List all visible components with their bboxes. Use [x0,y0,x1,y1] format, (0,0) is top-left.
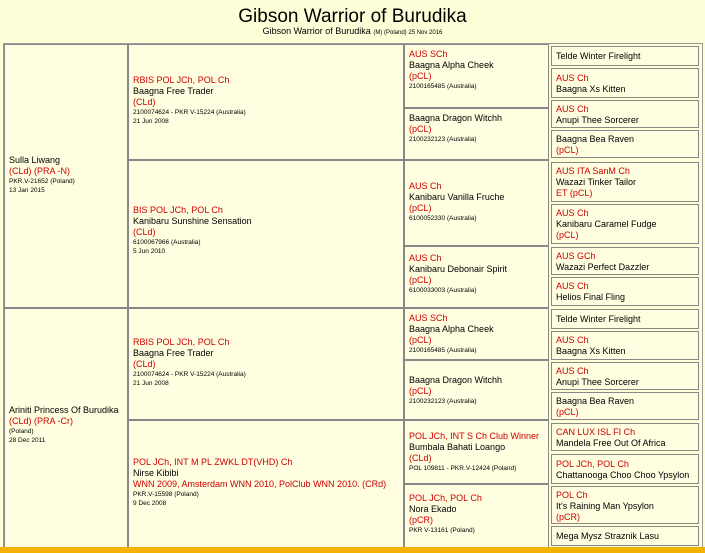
grandparent-reg: 2100074624 - PKR V-15224 (Australia) [133,371,246,378]
gg-grandparent-cell [551,423,699,451]
ggp-name: Bumbala Bahati Loango [409,442,506,452]
great-grandparent-cell [404,246,549,308]
grandparent-cell [128,308,404,420]
great-grandparent-cell [404,160,549,246]
gggp-color: ET (pCL) [556,188,593,198]
grandparent-date: 5 Jun 2010 [133,248,166,255]
gggp-titles: POL Ch [556,490,588,500]
ggp-name: Baagna Dragon Witchh [409,113,503,123]
grandparent-titles: BIS POL JCh, POL Ch [133,205,223,215]
parent-titles: (CLd) (PRA -N) [9,166,71,176]
gg-grandparent-cell [551,392,699,420]
ggp-color: (pCR) [409,515,433,525]
ggp-color: (CLd) [409,453,432,463]
ggp-titles: POL JCh, POL Ch [409,493,482,503]
gggp-titles: AUS Ch [556,208,589,218]
ggp-name: Baagna Alpha Cheek [409,324,494,334]
gggp-titles: AUS GCh [556,251,596,261]
ggp-titles: AUS Ch [409,181,442,191]
gggp-titles: AUS Ch [556,335,589,345]
grandparent-color: (CLd) [133,227,156,237]
ggp-reg: 2100232123 (Australia) [409,136,477,143]
pedigree-table [3,43,703,549]
gggp-name: Chattanooga Choo Choo Ypsylon [556,470,690,480]
gggp-name: Telde Winter Firelight [556,314,641,324]
gggp-name: Anupi Thee Sorcerer [556,115,639,125]
bottom-bar [0,547,705,553]
grandparent-date: 21 Jun 2008 [133,118,169,125]
ggp-reg: 2100165485 (Australia) [409,347,477,354]
grandparent-cell [128,420,404,548]
great-grandparent-cell [404,484,549,548]
gg-grandparent-cell [551,362,699,390]
ggp-name: Baagna Alpha Cheek [409,60,494,70]
gggp-name: Wazazi Perfect Dazzler [556,262,650,272]
gggp-titles: AUS Ch [556,366,589,376]
subtitle-name: Gibson Warrior of Burudika [262,26,371,36]
gg-grandparent-cell [551,277,699,306]
gggp-color: (pCL) [556,145,579,155]
ggp-name: Baagna Dragon Witchh [409,375,503,385]
subtitle-details: (M) (Poland) 25 Nov 2016 [373,30,443,36]
gggp-color: (pCL) [556,230,579,240]
great-grandparent-cell [404,44,549,108]
gggp-titles: AUS Ch [556,73,589,83]
gg-grandparent-cell [551,247,699,275]
gg-grandparent-cell [551,331,699,360]
gggp-name: Wazazi Tinker Tailor [556,177,637,187]
ggp-reg: POL 109811 - PKR.V-12424 (Poland) [409,465,517,472]
gggp-name: Mandela Free Out Of Africa [556,438,666,448]
grandparent-color: (CLd) [133,97,156,107]
gggp-color: (pCL) [556,407,579,417]
gggp-name: Baagna Xs Kitten [556,84,626,94]
gggp-name: Kanibaru Caramel Fudge [556,219,657,229]
parent-reg: (Poland) [9,428,34,435]
grandparent-color: (CLd) [133,359,156,369]
ggp-name: Nora Ekado [409,504,457,514]
parent-name: Ariniti Princess Of Burudika [9,405,119,415]
parent-reg: PKR.V-21652 (Poland) [9,178,75,185]
parent-sire-cell [4,44,128,308]
grandparent-reg: 2100074624 - PKR V-15224 (Australia) [133,109,246,116]
gg-grandparent-cell [551,486,699,524]
gg-grandparent-cell [551,162,699,202]
grandparent-cell [128,44,404,160]
grandparent-name: Baagna Free Trader [133,86,214,96]
gggp-name: It's Raining Man Ypsylon [556,501,654,511]
gg-grandparent-cell [551,454,699,484]
grandparent-date: 21 Jun 2008 [133,380,169,387]
gggp-name: Baagna Xs Kitten [556,346,626,356]
gg-grandparent-cell [551,100,699,128]
ggp-color: (pCL) [409,335,432,345]
parent-titles: (CLd) (PRA -Cr) [9,416,74,426]
gggp-titles: AUS Ch [556,104,589,114]
ggp-color: (pCL) [409,124,432,134]
grandparent-date: 9 Dec 2008 [133,500,167,507]
ggp-name: Kanibaru Debonair Spirit [409,264,508,274]
gggp-name: Telde Winter Firelight [556,51,641,61]
grandparent-name: Nirse Kibibi [133,468,179,478]
grandparent-name: Kanibaru Sunshine Sensation [133,216,252,226]
gggp-name: Helios Final Fling [556,292,626,302]
grandparent-reg: 6100067966 (Australia) [133,239,201,246]
great-grandparent-cell [404,360,549,420]
gggp-titles: AUS Ch [556,281,589,291]
parent-name: Sulla Liwang [9,155,61,165]
gggp-name: Baagna Bea Raven [556,396,635,406]
gg-grandparent-cell [551,130,699,158]
gggp-titles: CAN LUX ISL FI Ch [556,427,636,437]
grandparent-cell [128,160,404,308]
ggp-reg: PKR V-13161 (Poland) [409,527,475,534]
gg-grandparent-cell [551,526,699,546]
great-grandparent-cell [404,308,549,360]
grandparent-titles: RBIS POL JCh, POL Ch [133,75,230,85]
page-title: Gibson Warrior of Burudika [238,6,467,27]
ggp-name: Kanibaru Vanilla Fruche [409,192,505,202]
grandparent-color: WNN 2009, Amsterdam WNN 2010, PolClub WNN 2010. (CRd) [133,479,387,489]
gg-grandparent-cell [551,46,699,66]
gggp-name: Baagna Bea Raven [556,134,635,144]
gg-grandparent-cell [551,309,699,329]
parent-date: 13 Jan 2015 [9,187,45,194]
great-grandparent-cell [404,420,549,484]
ggp-titles: POL JCh, INT S Ch Club Winner [409,431,540,441]
gggp-name: Mega Mysz Straznik Lasu [556,531,660,541]
ggp-color: (pCL) [409,386,432,396]
grandparent-titles: POL JCh, INT M PL ZWKL DT(VHD) Ch [133,457,293,467]
parent-dam-cell [4,308,128,548]
gggp-color: (pCR) [556,512,580,522]
grandparent-name: Baagna Free Trader [133,348,214,358]
ggp-titles: AUS SCh [409,49,448,59]
ggp-color: (pCL) [409,203,432,213]
ggp-titles: AUS Ch [409,253,442,263]
gg-grandparent-cell [551,68,699,98]
ggp-color: (pCL) [409,275,432,285]
ggp-reg: 6100052330 (Australia) [409,215,477,222]
ggp-reg: 2100232123 (Australia) [409,398,477,405]
parent-date: 28 Dec 2011 [9,437,46,444]
ggp-reg: 2100165485 (Australia) [409,83,477,90]
great-grandparent-cell [404,108,549,160]
gg-grandparent-cell [551,204,699,244]
gggp-titles: AUS ITA SanM Ch [556,166,630,176]
gggp-name: Anupi Thee Sorcerer [556,377,639,387]
ggp-titles: AUS SCh [409,313,448,323]
grandparent-reg: PKR.V-15598 (Poland) [133,491,199,498]
grandparent-titles: RBIS POL JCh, POL Ch [133,337,230,347]
ggp-color: (pCL) [409,71,432,81]
ggp-reg: 6100033003 (Australia) [409,287,477,294]
page-subtitle [0,26,705,36]
gggp-titles: POL JCh, POL Ch [556,459,629,469]
